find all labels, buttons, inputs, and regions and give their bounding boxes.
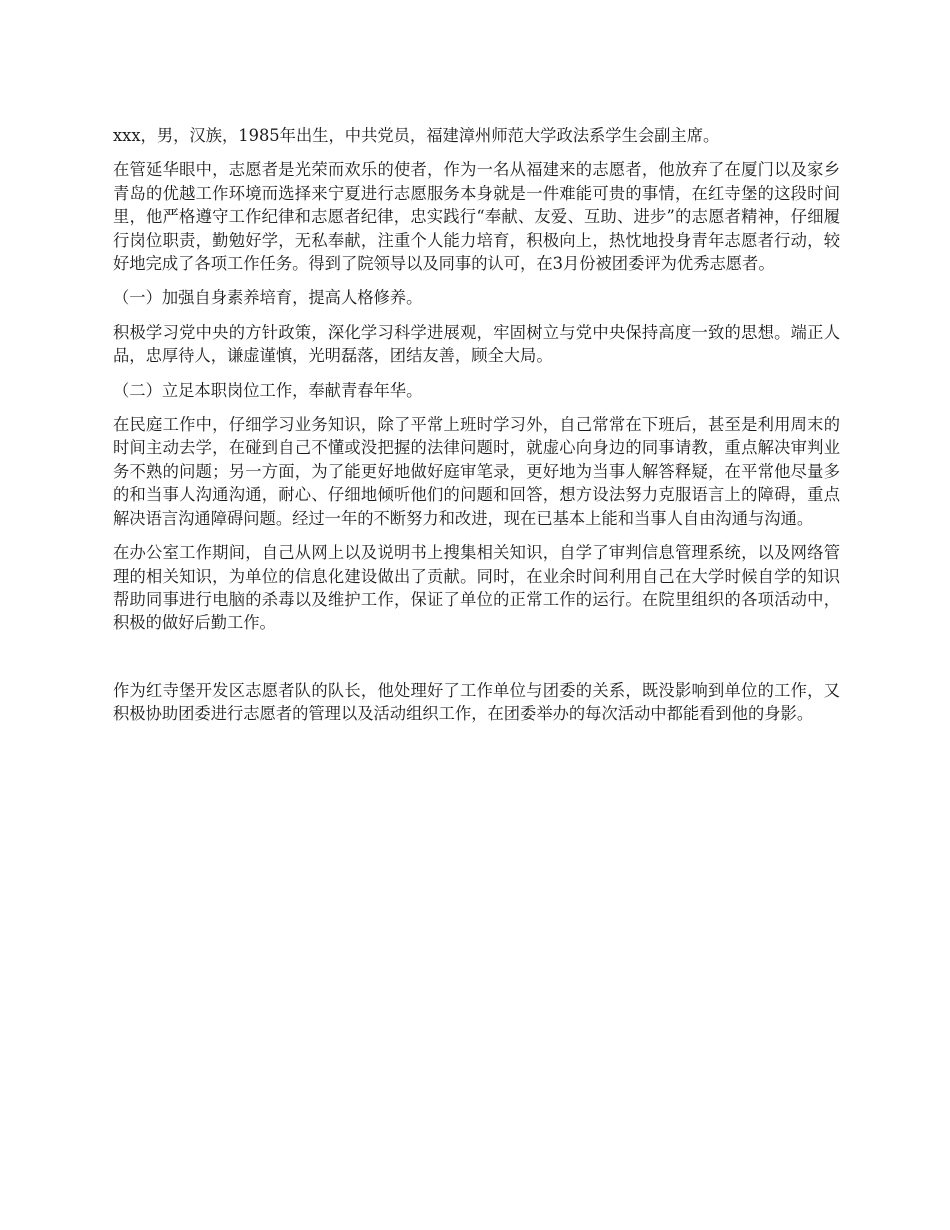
team-leader-paragraph: 作为红寺堡开发区志愿者队的队长，他处理好了工作单位与团委的关系，既没影响到单位的工作，又积极协助团委进行志愿者的管理以及活动组织工作，在团委举办的每次活动中都能看到他的身影。	[113, 680, 840, 724]
volunteer-summary-paragraph: 在管延华眼中，志愿者是光荣而欢乐的使者，作为一名从福建来的志愿者，他放弃了在厦门以及家乡青岛的优越工作环境而选择来宁夏进行志愿服务本身就是一件难能可贵的事情，在红寺堡的这段时间里，他严格遵守工作纪律和志愿者纪律，忠实践行“奉献、友爱、互助、进步”的志愿者精神，仔细履行岗位职责，勤勉好学，无私奉献，注重个人能力培育，积极向上，热忱地投身青年志愿者行动，较好地完成了各项工作任务。得到了院领导以及同事的认可，在3月份被团委评为优秀志愿者。	[113, 160, 840, 274]
document-body	[113, 124, 840, 737]
civil-court-work-paragraph: 在民庭工作中，仔细学习业务知识，除了平常上班时学习外，自己常常在下班后，甚至是利用周末的时间主动去学，在碰到自己不懂或没把握的法律问题时，就虚心向身边的同事请教，重点解决审判业务不熟的问题；另一方面，为了能更好地做好庭审笔录，更好地为当事人解答释疑，在平常他尽量多的和当事人沟通沟通，耐心、仔细地倾听他们的问题和回答，想方设法努力克服语言上的障碍，重点解决语言沟通障碍问题。经过一年的不断努力和改进，现在已基本上能和当事人自由沟通与沟通。	[113, 415, 840, 528]
blank-spacer	[113, 646, 840, 679]
section-heading-2: （二）立足本职岗位工作，奉献青春年华。	[113, 380, 423, 400]
intro-paragraph: xxx，男，汉族，1985年出生，中共党员，福建漳州师范大学政法系学生会副主席。	[113, 126, 720, 145]
office-work-paragraph: 在办公室工作期间，自己从网上以及说明书上搜集相关知识，自学了审判信息管理系统，以及网络管理的相关知识，为单位的信息化建设做出了贡献。同时，在业余时间利用自己在大学时候自学的知识帮助同事进行电脑的杀毒以及维护工作，保证了单位的正常工作的运行。在院里组织的各项活动中，积极的做好后勤工作。	[113, 543, 840, 633]
section-1-paragraph: 积极学习党中央的方针政策，深化学习科学进展观，牢固树立与党中央保持高度一致的思想。端正人品，忠厚待人，谦虚谨慎，光明磊落，团结友善，顾全大局。	[113, 322, 840, 366]
section-heading-1: （一）加强自身素养培育，提高人格修养。	[113, 288, 423, 308]
